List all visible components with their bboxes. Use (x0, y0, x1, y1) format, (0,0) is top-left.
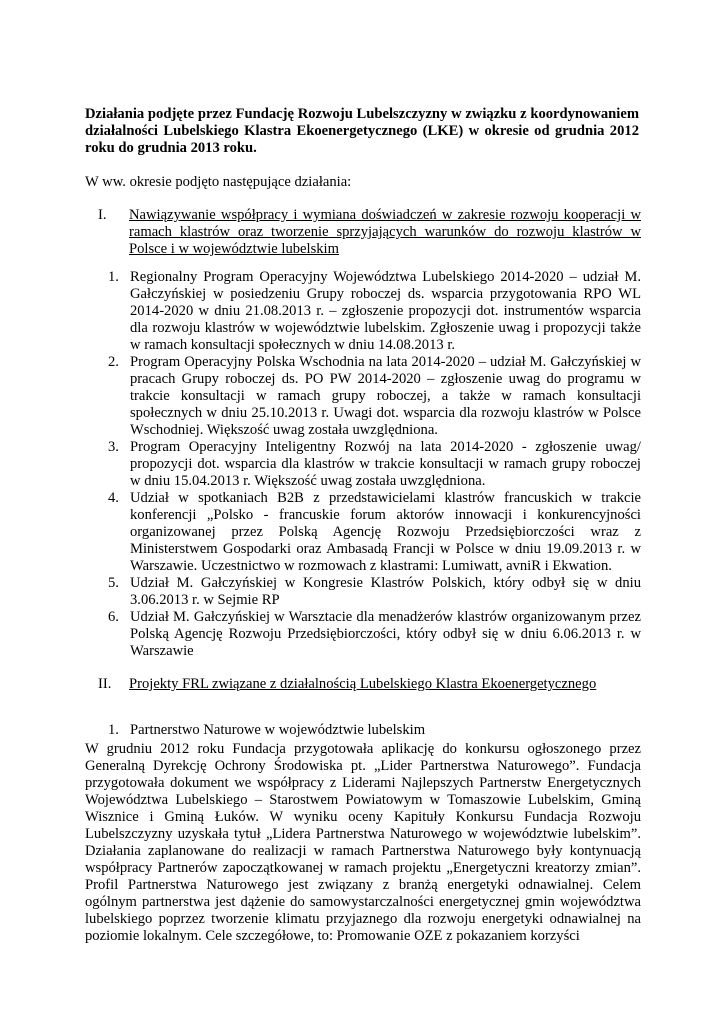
list-number: 5. (108, 575, 119, 591)
section-2-heading (98, 676, 641, 693)
list-item (85, 269, 641, 354)
list-number: 1. (108, 722, 119, 738)
list-number: 1. (108, 269, 119, 285)
section-2-list (85, 722, 641, 739)
list-item (85, 439, 641, 490)
list-number: 3. (108, 439, 119, 455)
section-1-heading (98, 207, 641, 258)
section-number: II. (98, 676, 112, 692)
list-item (85, 575, 641, 609)
section-1-list (85, 269, 641, 660)
list-text: Udział M. Gałczyńskiej w Warsztacie dla menadżerów klastrów organizowanym przez Polską Agencję Rozwoju Przedsiębiorczości, który odbył się w dniu 6.06.2013 r. w Warszawie (130, 609, 641, 659)
list-text: Regionalny Program Operacyjny Województwa Lubelskiego 2014-2020 – udział M. Gałczyńskiej w posiedzeniu Grupy roboczej ds. wsparcia przygotowania RPO WL 2014-2020 w dniu 21.08.2013 r. – zgłoszenie propozycji dot. instrumentów wsparcia dla rozwoju klastrów w województwie lubelskim. Zgłoszenie uwag i propozycji także w ramach konsultacji społecznych w dniu 14.08.2013 r. (130, 269, 641, 353)
list-item (85, 722, 641, 739)
section-title: Nawiązywanie współpracy i wymiana doświadczeń w zakresie rozwoju kooperacji w ramach klastrów oraz tworzenie sprzyjających warunków do rozwoju klastrów w Polsce i w województwie lubelskim (129, 207, 641, 257)
document-title: Działania podjęte przez Fundację Rozwoju Lubelszczyzny w związku z koordynowaniem działalności Lubelskiego Klastra Ekoenergetycznego (LKE) w okresie od grudnia 2012 roku do grudnia 2013 roku. (85, 106, 639, 156)
list-item (85, 354, 641, 439)
list-number: 2. (108, 354, 119, 370)
list-text: Udział w spotkaniach B2B z przedstawicielami klastrów francuskich w trakcie konferencji „Polsko - francuskie forum aktorów innowacji i konkurencyjności organizowanej przez Polską Agencję Rozwoju Przedsiębiorczości wraz z Ministerstwem Gospodarki oraz Ambasadą Francji w Polsce w dniu 19.09.2013 r. w Warszawie. Uczestnictwo w rozmowach z klastrami: Lumiwatt, avniR i Ekwation. (130, 490, 641, 574)
body-paragraph: W grudniu 2012 roku Fundacja przygotowała aplikację do konkursu ogłoszonego przez Generalną Dyrekcję Ochrony Środowiska pt. „Lider Partnerstwa Naturowego”. Fundacja przygotowała dokument we współpracy z Liderami Najlepszych Partnerstw Energetycznych Województwa Lubelskiego – Starostwem Powiatowym w Tomaszowie Lubelskim, Gminą Wisznice i Gminą Łuków. W wyniku oceny Kapituły Konkursu Fundacja Rozwoju Lubelszczyzny uzyskała tytuł „Lidera Partnerstwa Naturowego w województwie lubelskim”. Działania zaplanowane do realizacji w ramach Partnerstwa Naturowego były kontynuacją współpracy Partnerów zapoczątkowanej w ramach projektu „Energetyczni kreatorzy zmian”. Profil Partnerstwa Naturowego jest związany z branżą energetyki odnawialnej. Celem ogólnym partnerstwa jest dążenie do samowystarczalności energetycznej gmin województwa lubelskiego poprzez tworzenie klimatu przyjaznego dla rozwoju energetyki odnawialnej na poziomie lokalnym. Cele szczegółowe, to: Promowanie OZE z pokazaniem korzyści (85, 741, 641, 944)
list-item (85, 490, 641, 575)
list-number: 6. (108, 609, 119, 625)
list-text: Udział M. Gałczyńskiej w Kongresie Klastrów Polskich, który odbył się w dniu 3.06.2013 r. w Sejmie RP (130, 575, 641, 608)
list-item (85, 609, 641, 660)
section-title: Projekty FRL związane z działalnością Lubelskiego Klastra Ekoenergetycznego (129, 676, 597, 692)
list-number: 4. (108, 490, 119, 506)
list-text: Program Operacyjny Polska Wschodnia na lata 2014-2020 – udział M. Gałczyńskiej w pracach Grupy roboczej ds. PO PW 2014-2020 – zgłoszenie uwag do programu w trakcie konsultacji w ramach grupy roboczej, a także w ramach konsultacji społecznych w dniu 25.10.2013 r. Uwagi dot. wsparcia dla rozwoju klastrów w Polsce Wschodniej. Większość uwag została uwzględniona. (130, 354, 641, 438)
intro-text: W ww. okresie podjęto następujące działania: (85, 174, 352, 190)
section-number: I. (98, 207, 107, 223)
list-text: Partnerstwo Naturowe w województwie lubelskim (130, 722, 426, 738)
list-text: Program Operacyjny Inteligentny Rozwój na lata 2014-2020 - zgłoszenie uwag/ propozycji dot. wsparcia dla klastrów w trakcie konsultacji w ramach grupy roboczej w dniu 15.04.2013 r. Większość uwag została uwzględniona. (130, 439, 641, 489)
